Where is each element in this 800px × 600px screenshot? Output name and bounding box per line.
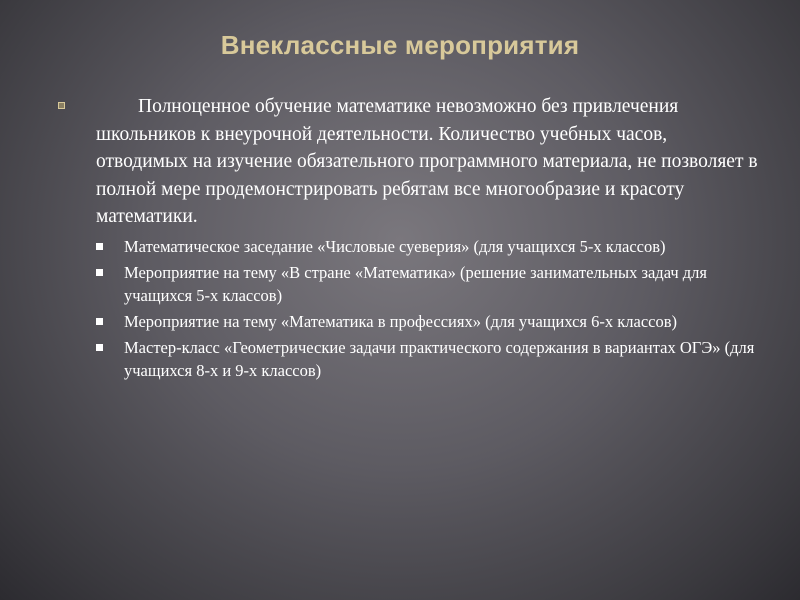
main-paragraph <box>58 93 758 231</box>
list-item-text: Математическое заседание «Числовые суеверия» (для учащихся 5-х классов) <box>124 236 666 256</box>
square-bullet-icon <box>58 102 65 109</box>
list-item <box>124 310 758 333</box>
list-item <box>124 261 758 307</box>
list-item-text: Мероприятие на тему «Математика в профессиях» (для учащихся 6-х классов) <box>124 311 678 331</box>
main-paragraph-text: Полноценное обучение математике невозможно без привлечения школьников к внеурочной деятельности. Количество учебных часов, отводимых на изучение обязательного программного материала, не позволяет в полной мере продемонстрировать ребятам все многообразие и красоту математики. <box>96 96 758 227</box>
square-bullet-icon <box>96 269 103 276</box>
slide-content <box>58 93 758 385</box>
sub-list <box>58 235 758 382</box>
square-bullet-icon <box>96 243 103 250</box>
list-item <box>124 235 758 258</box>
list-item <box>124 336 758 382</box>
list-item-text: Мастер-класс «Геометрические задачи практического содержания в вариантах ОГЭ» (для учащихся 8-х и 9-х классов) <box>124 337 755 380</box>
square-bullet-icon <box>96 318 103 325</box>
slide-title: Внеклассные мероприятия <box>220 30 580 60</box>
square-bullet-icon <box>96 344 103 351</box>
list-item-text: Мероприятие на тему «В стране «Математика» (решение занимательных задач для учащихся 5-х классов) <box>124 262 708 305</box>
